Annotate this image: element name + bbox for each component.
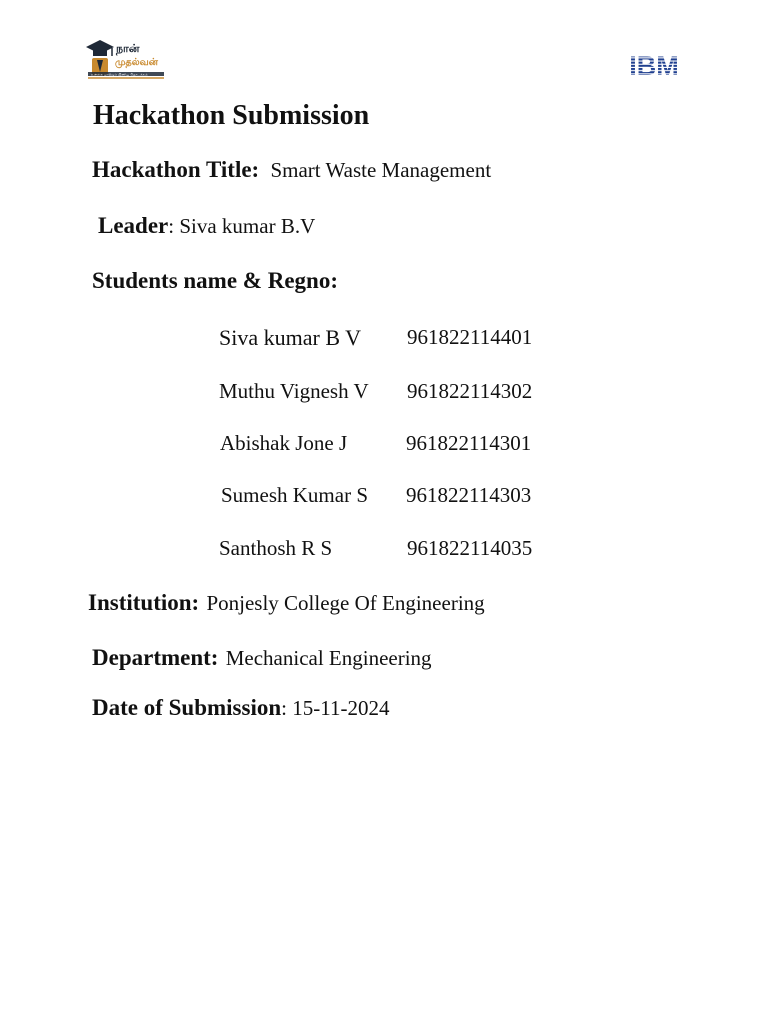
student-name: Muthu Vignesh V	[219, 379, 369, 403]
department-value: Mechanical Engineering	[225, 646, 432, 670]
student-regno: 961822114303	[406, 483, 532, 507]
ibm-logo	[620, 52, 688, 78]
student-row	[219, 379, 533, 404]
graduation-cap-icon	[84, 38, 168, 82]
institution-field	[88, 590, 485, 616]
department-field	[92, 645, 432, 671]
leader-field	[98, 213, 315, 239]
student-row	[219, 536, 533, 561]
institution-value: Ponjesly College Of Engineering	[206, 591, 485, 615]
students-heading: Students name & Regno:	[92, 268, 338, 293]
hackathon-title-label: Hackathon Title:	[92, 157, 260, 182]
naan-mudhalvan-logo	[84, 38, 168, 82]
hackathon-title-value: Smart Waste Management	[270, 158, 492, 182]
student-name: Santhosh R S	[219, 536, 333, 560]
student-name: Abishak Jone J	[220, 431, 348, 455]
student-regno: 961822114301	[406, 431, 532, 455]
department-label: Department:	[92, 645, 219, 670]
logo-line1: நான்	[116, 42, 140, 55]
student-row	[220, 431, 532, 456]
student-regno: 961822114302	[407, 379, 533, 403]
logo-tagline: உலகை மாற்றும் இனிய தொடக்கம்	[91, 72, 148, 77]
date-label: Date of Submission	[92, 695, 282, 720]
student-name: Sumesh Kumar S	[221, 483, 368, 507]
hackathon-title-field	[92, 157, 491, 183]
student-row	[221, 483, 532, 508]
document-heading: Hackathon Submission	[93, 100, 370, 131]
student-row	[219, 325, 533, 351]
date-value: : 15-11-2024	[281, 696, 390, 720]
student-name: Siva kumar B V	[219, 325, 361, 350]
logo-line2: முதல்வன்	[115, 57, 158, 68]
student-regno: 961822114401	[407, 325, 533, 349]
leader-value: : Siva kumar B.V	[168, 214, 316, 238]
student-regno: 961822114035	[407, 536, 533, 560]
date-field	[92, 695, 389, 721]
institution-label: Institution:	[88, 590, 200, 615]
leader-label: Leader	[98, 213, 169, 238]
